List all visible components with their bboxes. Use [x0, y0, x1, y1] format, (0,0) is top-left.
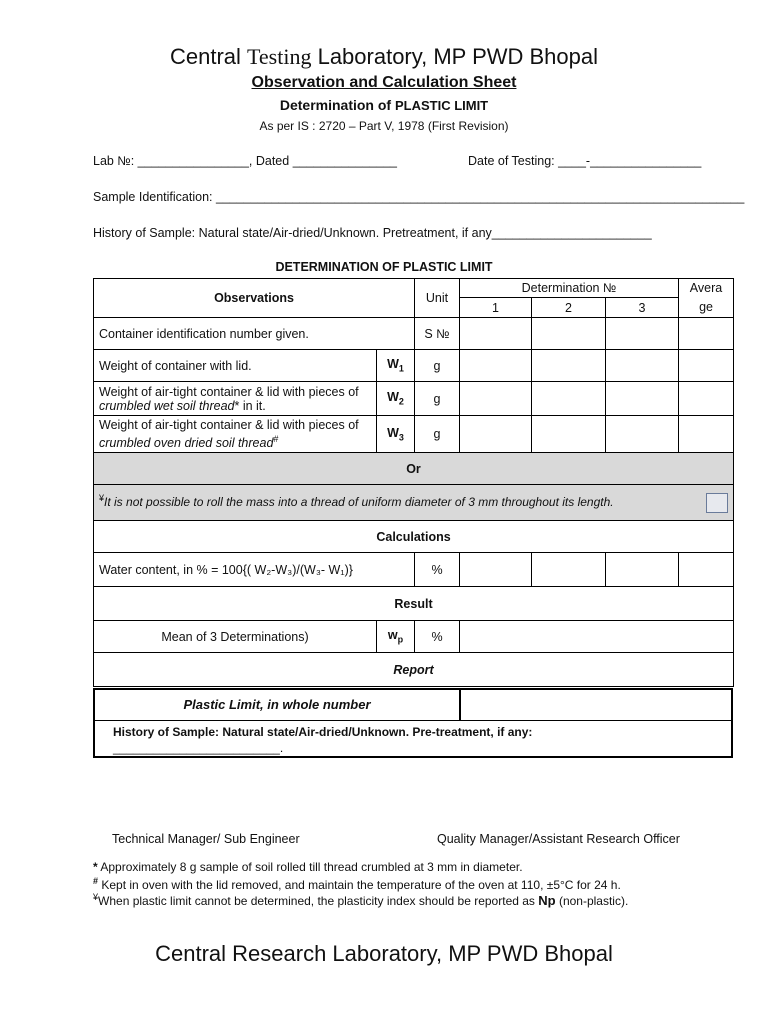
symbol-cell: $W_1$ — [377, 350, 415, 382]
report-box — [93, 688, 733, 758]
entry-cell[interactable] — [679, 553, 734, 587]
plastic-limit-label: Plastic Limit, in whole number — [95, 690, 461, 721]
history-of-sample-field[interactable]: History of Sample: Natural state/Air-dried/Unknown. Pretreatment, if any_______________________ — [93, 226, 652, 240]
entry-cell[interactable] — [679, 318, 734, 350]
footnote-1: * Approximately 8 g sample of soil rolled till thread crumbled at 3 mm in diameter. — [93, 860, 523, 874]
calculations-header: Calculations — [94, 521, 734, 553]
entry-cell[interactable] — [679, 416, 734, 453]
plastic-limit-table — [93, 278, 734, 687]
entry-cell[interactable] — [606, 318, 679, 350]
entry-cell[interactable] — [679, 382, 734, 416]
unit-cell: S № — [415, 318, 460, 350]
row-label: Container identification number given. — [94, 318, 415, 350]
entry-cell[interactable] — [532, 350, 606, 382]
entry-cell[interactable] — [606, 382, 679, 416]
header-det-1: 1 — [460, 298, 532, 318]
symbol-cell: $W_3$ — [377, 416, 415, 453]
unit-cell: % — [415, 621, 460, 653]
bottom-lab-title: Central Research Laboratory, MP PWD Bhopal — [155, 941, 613, 966]
header-det-3: 3 — [606, 298, 679, 318]
mean-entry-cell[interactable] — [460, 621, 734, 653]
entry-cell[interactable] — [460, 350, 532, 382]
lab-title: Central Testing Laboratory, MP PWD Bhopal — [169, 44, 599, 69]
table-row — [94, 553, 734, 587]
unit-cell: % — [415, 553, 460, 587]
signature-quality-manager: Quality Manager/Assistant Research Officer — [437, 832, 680, 846]
entry-cell[interactable] — [679, 350, 734, 382]
table-row — [94, 318, 734, 350]
row-label: Water content, in % = 100{( W₂-W₃)/(W₃- W₁)} — [94, 553, 415, 587]
header-det-2: 2 — [532, 298, 606, 318]
report-history-line[interactable]: _________________________. — [113, 741, 284, 755]
symbol-cell: $W_2$ — [377, 382, 415, 416]
footnote-2: # Kept in oven with the lid removed, and maintain the temperature of the oven at 110, ±5°C for 24 h. — [93, 876, 621, 892]
entry-cell[interactable] — [532, 318, 606, 350]
or-row: Or — [94, 453, 734, 485]
sample-identification-field[interactable]: Sample Identification: ____________________________________________________________________________ — [93, 190, 745, 204]
entry-cell[interactable] — [460, 416, 532, 453]
entry-cell[interactable] — [606, 553, 679, 587]
table-row — [94, 621, 734, 653]
report-header: Report — [94, 653, 734, 687]
result-header: Result — [94, 587, 734, 621]
signature-technical-manager: Technical Manager/ Sub Engineer — [112, 832, 300, 846]
unit-cell: g — [415, 382, 460, 416]
report-history: History of Sample: Natural state/Air-dried/Unknown. Pre-treatment, if any: — [113, 725, 533, 739]
date-of-testing-field[interactable]: Date of Testing: ____-________________ — [468, 154, 702, 168]
entry-cell[interactable] — [532, 416, 606, 453]
header-unit: Unit — [415, 279, 460, 318]
entry-cell[interactable] — [460, 553, 532, 587]
row-label: Weight of container with lid. — [94, 350, 377, 382]
row-label: Mean of 3 Determinations) — [94, 621, 377, 653]
entry-cell[interactable] — [606, 350, 679, 382]
standard-reference: As per IS : 2720 – Part V, 1978 (First Revision) — [259, 119, 509, 133]
unit-cell: g — [415, 416, 460, 453]
entry-cell[interactable] — [606, 416, 679, 453]
entry-cell[interactable] — [460, 318, 532, 350]
entry-cell[interactable] — [532, 382, 606, 416]
unit-cell: g — [415, 350, 460, 382]
not-plastic-checkbox[interactable] — [706, 493, 728, 513]
table-caption: DETERMINATION OF PLASTIC LIMIT — [275, 260, 493, 274]
row-label: Weight of air-tight container & lid with pieces of crumbled oven dried soil thread# — [94, 416, 377, 453]
table-row — [94, 416, 734, 453]
table-row — [94, 382, 734, 416]
table-row — [94, 350, 734, 382]
header-determination: Determination № — [460, 279, 679, 298]
row-label: Weight of air-tight container & lid with pieces of crumbled wet soil thread* in it. — [94, 382, 377, 416]
header-observations: Observations — [94, 279, 415, 318]
footnote-3: ¥When plastic limit cannot be determined, the plasticity index should be reported as Np (non-plastic). — [93, 892, 629, 908]
header-average-bottom: ge — [679, 298, 734, 318]
determination-title: Determination of PLASTIC LIMIT — [279, 97, 489, 113]
not-plastic-row: ¥It is not possible to roll the mass into a thread of uniform diameter of 3 mm throughout its length. — [94, 485, 734, 521]
lab-no-field[interactable]: Lab №: ________________, Dated _______________ — [93, 154, 397, 168]
sheet-title: Observation and Calculation Sheet — [251, 74, 517, 91]
symbol-cell: $w_p$ — [377, 621, 415, 653]
entry-cell[interactable] — [532, 553, 606, 587]
plastic-limit-value[interactable] — [459, 690, 731, 721]
header-average-top: Avera — [679, 279, 734, 298]
entry-cell[interactable] — [460, 382, 532, 416]
